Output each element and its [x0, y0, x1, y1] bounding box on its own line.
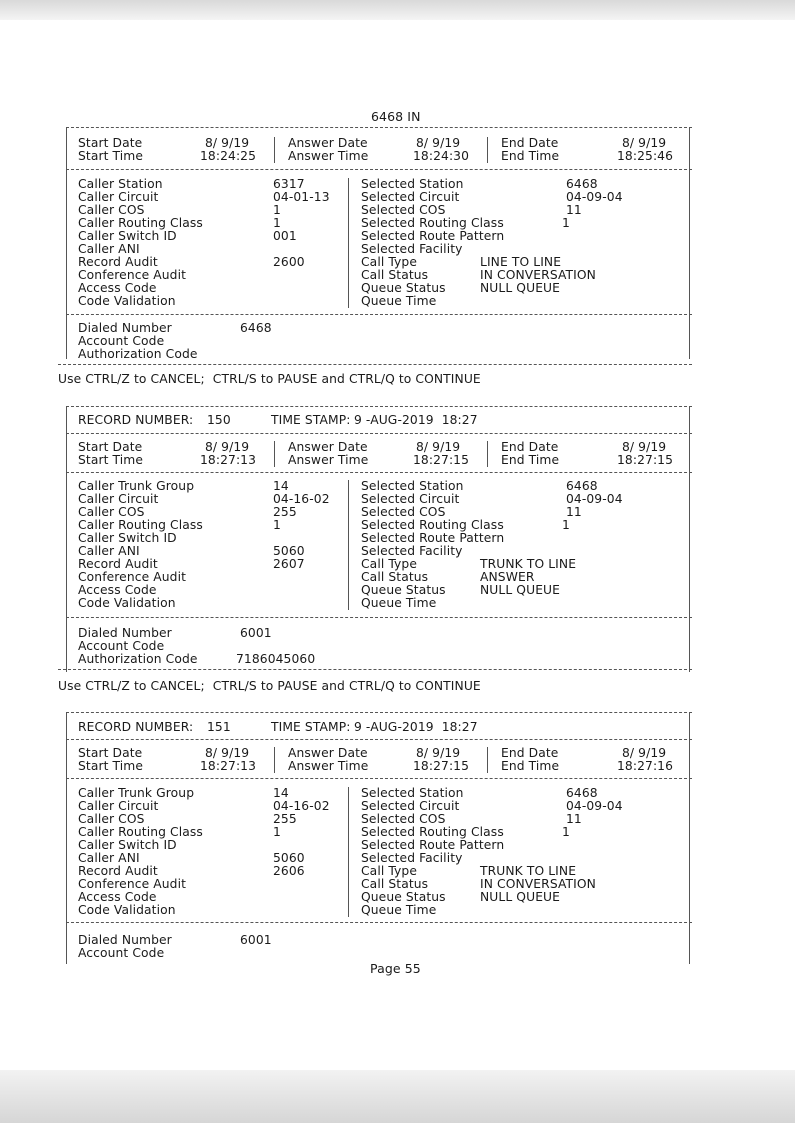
caller-ani-label: Caller ANI	[78, 544, 140, 558]
border-right	[689, 406, 690, 672]
caller-circuit-label: Caller Circuit	[78, 492, 159, 506]
border-left	[66, 406, 67, 672]
call-type-value: TRUNK TO LINE	[480, 557, 577, 571]
divider	[66, 712, 692, 713]
start-date-value: 8/ 9/19	[205, 136, 250, 150]
caller-ani-value: 5060	[273, 851, 305, 865]
scan-edge-top	[0, 0, 795, 20]
dialed-number-label: Dialed Number	[78, 321, 172, 335]
caller-ani-label: Caller ANI	[78, 242, 140, 256]
queue-status-label: Queue Status	[361, 281, 446, 295]
separator	[348, 178, 349, 308]
dialed-number-value: 6468	[240, 321, 272, 335]
record-number-label: RECORD NUMBER:	[78, 720, 194, 734]
start-time-value: 18:24:25	[200, 149, 257, 163]
selected-circuit-label: Selected Circuit	[361, 190, 460, 204]
selected-circuit-label: Selected Circuit	[361, 799, 460, 813]
account-code-label: Account Code	[78, 334, 165, 348]
selected-routing-class-label: Selected Routing Class	[361, 825, 504, 839]
selected-station-label: Selected Station	[361, 479, 464, 493]
selected-facility-label: Selected Facility	[361, 544, 463, 558]
queue-status-value: NULL QUEUE	[480, 281, 561, 295]
selected-cos-value: 11	[566, 203, 582, 217]
record-number-label: RECORD NUMBER:	[78, 413, 194, 427]
end-date-value: 8/ 9/19	[622, 136, 667, 150]
caller-station-value: 6317	[273, 177, 305, 191]
caller-routing-class-label: Caller Routing Class	[78, 825, 203, 839]
start-time-label: Start Time	[78, 149, 144, 163]
selected-station-value: 6468	[566, 479, 598, 493]
page-number: Page 55	[370, 961, 421, 976]
start-date-label: Start Date	[78, 440, 143, 454]
caller-circuit-value: 04-16-02	[273, 799, 330, 813]
answer-time-value: 18:27:15	[413, 759, 470, 773]
start-time-value: 18:27:13	[200, 759, 257, 773]
code-validation-label: Code Validation	[78, 596, 176, 610]
start-date-value: 8/ 9/19	[205, 440, 250, 454]
divider	[66, 922, 692, 923]
conference-audit-label: Conference Audit	[78, 268, 187, 282]
end-time-value: 18:25:46	[617, 149, 674, 163]
selected-station-label: Selected Station	[361, 786, 464, 800]
dialed-number-value: 6001	[240, 933, 272, 947]
selected-routing-class-value: 1	[562, 518, 570, 532]
caller-routing-class-value: 1	[273, 216, 281, 230]
caller-routing-class-value: 1	[273, 825, 281, 839]
separator	[348, 787, 349, 917]
record-audit-label: Record Audit	[78, 255, 158, 269]
record-number-value: 151	[207, 720, 231, 734]
divider	[66, 739, 692, 740]
answer-date-label: Answer Date	[288, 136, 368, 150]
caller-trunk-group-label: Caller Trunk Group	[78, 479, 195, 493]
queue-status-value: NULL QUEUE	[480, 583, 561, 597]
selected-cos-label: Selected COS	[361, 812, 446, 826]
border-left	[66, 127, 67, 359]
answer-date-label: Answer Date	[288, 440, 368, 454]
selected-station-label: Selected Station	[361, 177, 464, 191]
separator	[487, 441, 488, 467]
selected-route-pattern-label: Selected Route Pattern	[361, 838, 505, 852]
selected-cos-value: 11	[566, 812, 582, 826]
caller-ani-value: 5060	[273, 544, 305, 558]
divider	[66, 617, 692, 618]
caller-cos-label: Caller COS	[78, 505, 145, 519]
record-audit-label: Record Audit	[78, 557, 158, 571]
scan-edge-bottom	[0, 1070, 795, 1123]
queue-status-value: NULL QUEUE	[480, 890, 561, 904]
record-audit-value: 2607	[273, 557, 305, 571]
time-stamp-label: TIME STAMP:	[271, 720, 351, 734]
authorization-code-value: 7186045060	[236, 652, 316, 666]
end-time-label: End Time	[501, 149, 560, 163]
end-date-value: 8/ 9/19	[622, 746, 667, 760]
dialed-number-label: Dialed Number	[78, 933, 172, 947]
access-code-label: Access Code	[78, 281, 157, 295]
end-time-label: End Time	[501, 759, 560, 773]
queue-time-label: Queue Time	[361, 596, 437, 610]
caller-circuit-value: 04-16-02	[273, 492, 330, 506]
answer-time-value: 18:27:15	[413, 453, 470, 467]
start-time-label: Start Time	[78, 759, 144, 773]
start-time-value: 18:27:13	[200, 453, 257, 467]
call-status-label: Call Status	[361, 268, 429, 282]
answer-time-value: 18:24:30	[413, 149, 470, 163]
caller-routing-class-label: Caller Routing Class	[78, 216, 203, 230]
caller-routing-class-label: Caller Routing Class	[78, 518, 203, 532]
access-code-label: Access Code	[78, 583, 157, 597]
call-status-value: ANSWER	[480, 570, 535, 584]
caller-cos-label: Caller COS	[78, 812, 145, 826]
selected-cos-value: 11	[566, 505, 582, 519]
selected-routing-class-label: Selected Routing Class	[361, 216, 504, 230]
call-status-label: Call Status	[361, 570, 429, 584]
answer-date-value: 8/ 9/19	[416, 440, 461, 454]
caller-station-label: Caller Station	[78, 177, 163, 191]
border-left	[66, 712, 67, 964]
caller-trunk-group-label: Caller Trunk Group	[78, 786, 195, 800]
time-stamp-label: TIME STAMP:	[271, 413, 351, 427]
selected-cos-label: Selected COS	[361, 505, 446, 519]
start-date-label: Start Date	[78, 136, 143, 150]
start-time-label: Start Time	[78, 453, 144, 467]
divider	[66, 406, 692, 407]
queue-status-label: Queue Status	[361, 583, 446, 597]
end-time-value: 18:27:15	[617, 453, 674, 467]
selected-facility-label: Selected Facility	[361, 242, 463, 256]
account-code-label: Account Code	[78, 639, 165, 653]
answer-date-value: 8/ 9/19	[416, 136, 461, 150]
caller-cos-value: 1	[273, 203, 281, 217]
selected-route-pattern-label: Selected Route Pattern	[361, 531, 505, 545]
divider	[66, 778, 692, 779]
dialed-number-value: 6001	[240, 626, 272, 640]
control-prompt: Use CTRL/Z to CANCEL; CTRL/S to PAUSE and CTRL/Q to CONTINUE	[58, 372, 481, 386]
selected-circuit-value: 04-09-04	[566, 799, 623, 813]
divider	[58, 669, 692, 670]
call-type-value: TRUNK TO LINE	[480, 864, 577, 878]
separator	[274, 747, 275, 773]
end-date-label: End Date	[501, 136, 559, 150]
answer-time-label: Answer Time	[288, 759, 369, 773]
conference-audit-label: Conference Audit	[78, 877, 187, 891]
selected-circuit-value: 04-09-04	[566, 190, 623, 204]
end-time-label: End Time	[501, 453, 560, 467]
start-date-value: 8/ 9/19	[205, 746, 250, 760]
selected-station-value: 6468	[566, 177, 598, 191]
record-audit-label: Record Audit	[78, 864, 158, 878]
selected-station-value: 6468	[566, 786, 598, 800]
dialed-number-label: Dialed Number	[78, 626, 172, 640]
code-validation-label: Code Validation	[78, 294, 176, 308]
caller-ani-label: Caller ANI	[78, 851, 140, 865]
separator	[487, 137, 488, 163]
call-status-value: IN CONVERSATION	[480, 877, 596, 891]
caller-switch-id-label: Caller Switch ID	[78, 838, 177, 852]
end-date-label: End Date	[501, 440, 559, 454]
call-type-label: Call Type	[361, 864, 418, 878]
caller-cos-value: 255	[273, 812, 297, 826]
record-number-value: 150	[207, 413, 231, 427]
time-stamp-value: 9 -AUG-2019 18:27	[354, 413, 478, 427]
caller-switch-id-value: 001	[273, 229, 297, 243]
caller-switch-id-label: Caller Switch ID	[78, 531, 177, 545]
record-audit-value: 2600	[273, 255, 305, 269]
end-time-value: 18:27:16	[617, 759, 674, 773]
separator	[348, 480, 349, 610]
time-stamp-value: 9 -AUG-2019 18:27	[354, 720, 478, 734]
conference-audit-label: Conference Audit	[78, 570, 187, 584]
end-date-value: 8/ 9/19	[622, 440, 667, 454]
selected-routing-class-label: Selected Routing Class	[361, 518, 504, 532]
caller-cos-value: 255	[273, 505, 297, 519]
control-prompt: Use CTRL/Z to CANCEL; CTRL/S to PAUSE and CTRL/Q to CONTINUE	[58, 679, 481, 693]
divider	[66, 472, 692, 473]
queue-status-label: Queue Status	[361, 890, 446, 904]
divider	[66, 169, 692, 170]
call-type-label: Call Type	[361, 255, 418, 269]
selected-cos-label: Selected COS	[361, 203, 446, 217]
answer-date-label: Answer Date	[288, 746, 368, 760]
divider	[66, 314, 692, 315]
border-right	[689, 712, 690, 964]
account-code-label: Account Code	[78, 946, 165, 960]
code-validation-label: Code Validation	[78, 903, 176, 917]
access-code-label: Access Code	[78, 890, 157, 904]
authorization-code-label: Authorization Code	[78, 652, 198, 666]
call-type-value: LINE TO LINE	[480, 255, 562, 269]
caller-trunk-group-value: 14	[273, 479, 289, 493]
caller-routing-class-value: 1	[273, 518, 281, 532]
queue-time-label: Queue Time	[361, 903, 437, 917]
caller-circuit-label: Caller Circuit	[78, 190, 159, 204]
selected-facility-label: Selected Facility	[361, 851, 463, 865]
caller-circuit-value: 04-01-13	[273, 190, 330, 204]
divider	[66, 127, 692, 128]
call-type-label: Call Type	[361, 557, 418, 571]
caller-circuit-label: Caller Circuit	[78, 799, 159, 813]
start-date-label: Start Date	[78, 746, 143, 760]
end-date-label: End Date	[501, 746, 559, 760]
selected-route-pattern-label: Selected Route Pattern	[361, 229, 505, 243]
answer-time-label: Answer Time	[288, 149, 369, 163]
selected-routing-class-value: 1	[562, 825, 570, 839]
call-status-label: Call Status	[361, 877, 429, 891]
separator	[487, 747, 488, 773]
selected-circuit-value: 04-09-04	[566, 492, 623, 506]
separator	[274, 137, 275, 163]
caller-trunk-group-value: 14	[273, 786, 289, 800]
caller-switch-id-label: Caller Switch ID	[78, 229, 177, 243]
divider	[58, 364, 692, 365]
border-right	[689, 127, 690, 359]
record-audit-value: 2606	[273, 864, 305, 878]
separator	[274, 441, 275, 467]
divider	[66, 433, 692, 434]
authorization-code-label: Authorization Code	[78, 347, 198, 361]
call-status-value: IN CONVERSATION	[480, 268, 596, 282]
answer-date-value: 8/ 9/19	[416, 746, 461, 760]
page-title: 6468 IN	[371, 109, 421, 124]
selected-routing-class-value: 1	[562, 216, 570, 230]
selected-circuit-label: Selected Circuit	[361, 492, 460, 506]
queue-time-label: Queue Time	[361, 294, 437, 308]
answer-time-label: Answer Time	[288, 453, 369, 467]
caller-cos-label: Caller COS	[78, 203, 145, 217]
